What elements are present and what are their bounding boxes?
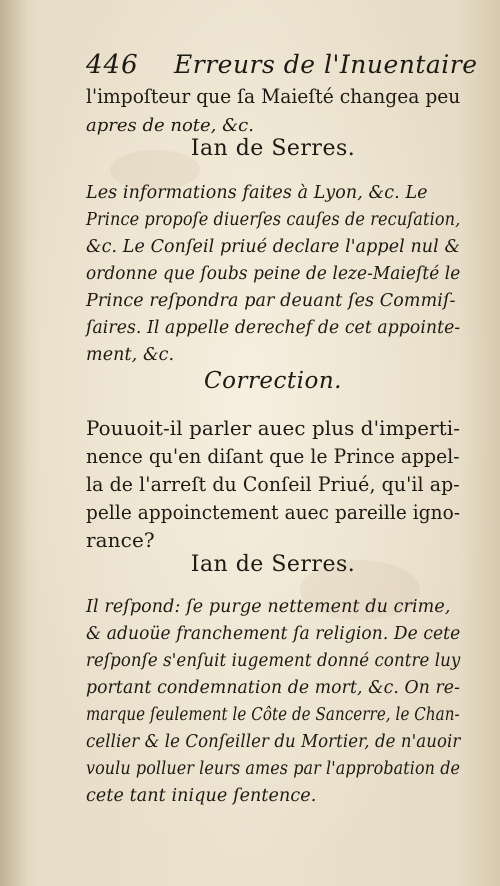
text-line: Pouuoit-il parler auec plus d'imperti- — [86, 416, 461, 440]
intro-line: apres de note, &c. — [86, 115, 254, 136]
page-number: 446 — [86, 50, 139, 80]
text-line: pelle appoinctement auec pareille igno- — [86, 500, 461, 524]
text-line: &c. Le Conſeil priué declare l'appel nul & — [86, 237, 461, 257]
text-line: marque ſeulement le Côte de Sancerre, le Chan- — [86, 705, 460, 725]
text-line: cete tant inique ſentence. — [86, 786, 317, 806]
text-line: portant condemnation de mort, &c. On re- — [86, 678, 460, 698]
running-title: Erreurs de l'Inuentaire — [174, 50, 478, 79]
text-line: Les informations faites à Lyon, &c. Le — [86, 183, 428, 203]
text-line: ſaires. Il appelle derechef de cet appointe- — [86, 318, 461, 338]
text-line: ordonne que ſoubs peine de leze-Maieſté le — [86, 264, 461, 284]
text-line: Prince propoſe diuerſes cauſes de recuſation, — [86, 210, 461, 230]
text-line: & aduoüe franchement ſa religion. De cete — [86, 624, 461, 644]
text-line: voulu polluer leurs ames par l'approbation de — [86, 759, 461, 779]
intro-line: l'impoſteur que ſa Maieſté changea peu — [86, 84, 461, 108]
text-line: nence qu'en diſant que le Prince appel- — [86, 444, 460, 468]
text-line: la de l'arreſt du Conſeil Priué, qu'il ap- — [86, 472, 460, 496]
text-line: ment, &c. — [86, 345, 175, 365]
text-line: cellier & le Conſeiller du Mortier, de n'auoir — [86, 732, 461, 752]
intro-text — [86, 82, 460, 140]
page-header — [86, 50, 478, 82]
section2-text — [86, 414, 460, 554]
text-line: reſponſe s'enſuit iugement donné contre luy — [86, 651, 461, 671]
section3-heading: Ian de Serres. — [190, 552, 356, 577]
gutter-shadow — [0, 0, 28, 886]
section1-heading: Ian de Serres. — [190, 136, 356, 161]
text-line: Prince reſpondra par deuant ſes Commiſ- — [86, 291, 456, 311]
text-line: rance? — [86, 528, 155, 552]
text-line: Il reſpond: ſe purge nettement du crime, — [86, 597, 451, 617]
section2-heading: Correction. — [204, 368, 342, 394]
section1-text — [86, 180, 460, 369]
section3-text — [86, 594, 460, 810]
